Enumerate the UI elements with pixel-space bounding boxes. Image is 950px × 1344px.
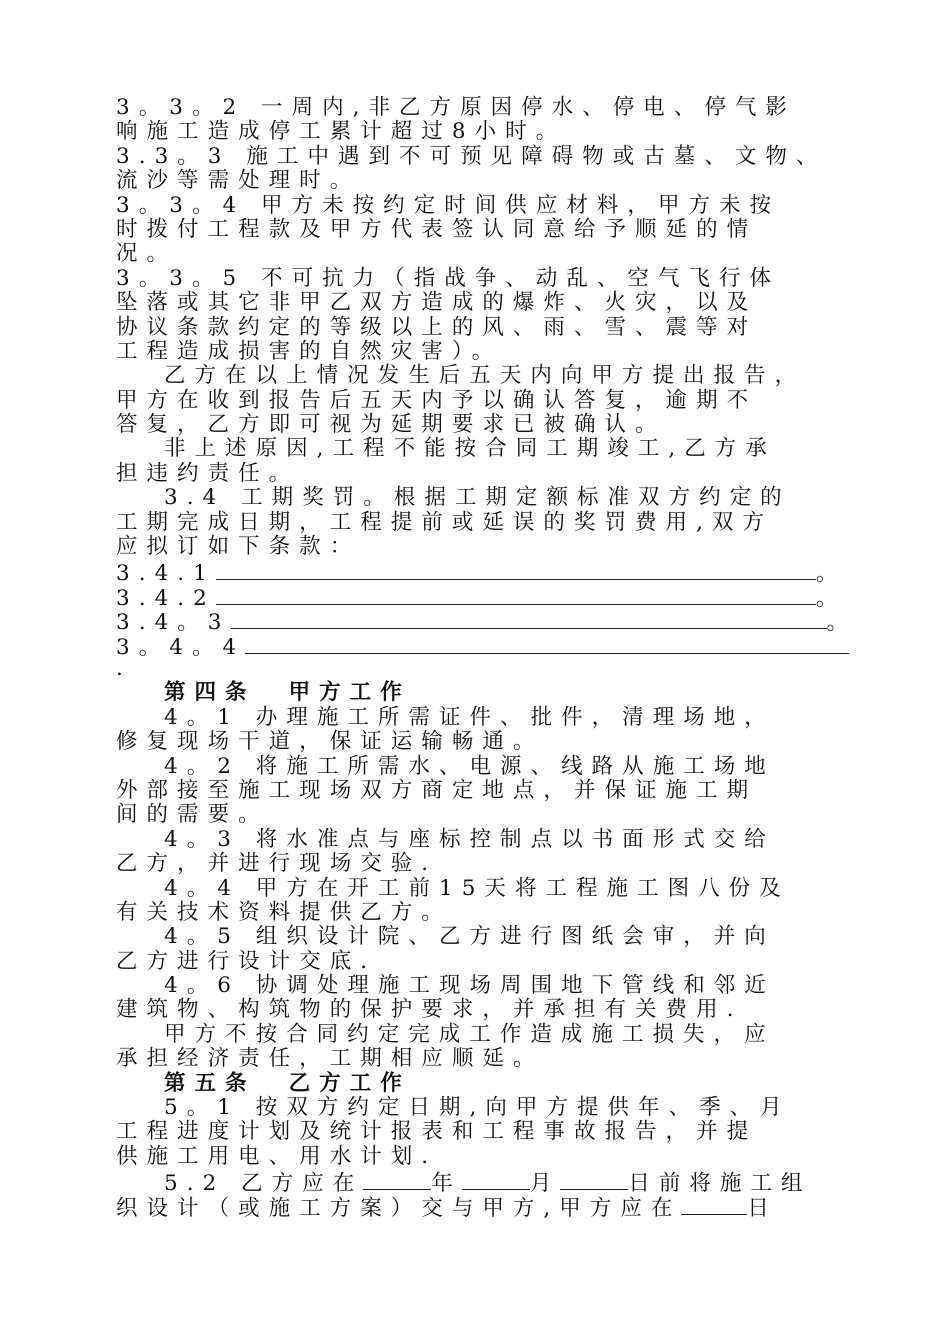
- text-line: 有关技术资料提供乙方。: [116, 899, 452, 925]
- fill-blank[interactable]: [245, 633, 849, 654]
- text-line: 非上述原因,工程不能按合同工期竣工,乙方承: [164, 436, 776, 462]
- text-line: 应拟订如下条款：: [116, 534, 361, 560]
- item-end: 。: [826, 610, 858, 636]
- text-line: 流沙等需处理时。: [116, 168, 361, 194]
- text-line: 4。6 协调处理施工现场周围地下管线和邻近: [164, 973, 775, 999]
- text-line: 3。3。5 不可抗力（指战争、动乱、空气飞行体: [116, 265, 781, 291]
- text-line: 乙方，并进行现场交验.: [116, 851, 438, 877]
- fill-blank[interactable]: [216, 584, 816, 605]
- document-page: [116, 95, 858, 1221]
- clause-text: 5.2 乙方应在: [164, 1171, 364, 1197]
- text-line: 修复现场干道，保证运输畅通。: [116, 729, 544, 755]
- year-label: 年: [431, 1171, 462, 1197]
- text-line: 4。4 甲方在开工前15天将工程施工图八份及: [164, 875, 790, 901]
- text-line: 4。5 组织设计院、乙方进行图纸会审，并向: [164, 924, 775, 950]
- text-line: 乙方进行设计交底.: [116, 948, 377, 974]
- fill-blank[interactable]: [231, 608, 827, 629]
- text-line: 甲方不按合同约定完成工作造成施工损失，应: [164, 1021, 775, 1047]
- year-blank[interactable]: [363, 1169, 431, 1190]
- text-line: 供施工用电、用水计划.: [116, 1143, 438, 1169]
- blank-line-item: [116, 633, 856, 660]
- text-line: 担违约责任。: [116, 460, 300, 486]
- day-blank[interactable]: [681, 1194, 747, 1215]
- section-heading: 第五条 乙方工作: [164, 1070, 411, 1096]
- text-line: 4。1 办理施工所需证件、批件，清理场地，: [164, 704, 775, 730]
- month-label: 月: [529, 1171, 561, 1197]
- clause-text-end: 日前将施工组: [628, 1171, 812, 1197]
- fill-blank[interactable]: [216, 559, 816, 580]
- text-line: .: [116, 655, 132, 681]
- item-end: 。: [815, 561, 847, 587]
- text-line: 甲方在收到报告后五天内予以确认答复，逾期不: [116, 387, 758, 413]
- text-line: 3。3。2 一周内,非乙方原因停水、停电、停气影: [116, 95, 796, 120]
- text-line: 乙方在以上情况发生后五天内向甲方提出报告，: [164, 363, 806, 389]
- text-line: 工期完成日期，工程提前或延误的奖罚费用,双方: [116, 509, 773, 535]
- text-line: 间的需要。: [116, 802, 269, 828]
- date-line: [116, 1169, 856, 1197]
- text-line: 坠落或其它非甲乙双方造成的爆炸、火灾，以及: [116, 290, 758, 316]
- item-number: 3。4。4: [116, 634, 246, 660]
- item-number: 3.4。3: [116, 610, 231, 636]
- month-blank[interactable]: [462, 1169, 530, 1190]
- text-line: 3。3。4 甲方未按约定时间供应材料，甲方未按: [116, 192, 781, 218]
- text-line: 响施工造成停工累计超过8小时。: [116, 119, 567, 145]
- text-line: 答复，乙方即可视为延期要求已被确认。: [116, 412, 666, 438]
- text-line: 工程进度计划及统计报表和工程事故报告，并提: [116, 1119, 758, 1145]
- text-line: 时拨付工程款及甲方代表签认同意给予顺延的情: [116, 216, 758, 242]
- blank-line-item: [116, 559, 856, 587]
- text-line: 4。3 将水准点与座标控制点以书面形式交给: [164, 826, 775, 852]
- text-line: 5。1 按双方约定日期,向甲方提供年、季、月: [164, 1095, 791, 1121]
- blank-line-item: [116, 608, 858, 636]
- text-line: 建筑物、构筑物的保护要求，并承担有关费用.: [116, 997, 743, 1023]
- item-number: 3.4.2: [116, 585, 216, 611]
- text-line: 4。2 将施工所需水、电源、线路从施工场地: [164, 753, 775, 779]
- clause-text: 织设计（或施工方案）交与甲方,甲方应在: [116, 1195, 682, 1221]
- text-line: 协议条款约定的等级以上的风、雨、雪、震等对: [116, 314, 758, 340]
- date-line: [116, 1194, 856, 1221]
- text-line: 外部接至施工现场双方商定地点，并保证施工期: [116, 777, 758, 803]
- blank-line-item: [116, 584, 856, 611]
- item-number: 3.4.1: [116, 561, 216, 587]
- text-line: 3.3。3 施工中遇到不可预见障碍物或古墓、文物、: [116, 143, 827, 169]
- item-end: 。: [815, 585, 847, 611]
- text-line: 3.4 工期奖罚。根据工期定额标准双方约定的: [164, 485, 791, 511]
- day-blank[interactable]: [560, 1169, 628, 1190]
- day-label: 日: [747, 1195, 778, 1221]
- text-line: 承担经济责任，工期相应顺延。: [116, 1046, 544, 1072]
- section-heading: 第四条 甲方工作: [164, 680, 411, 706]
- text-line: 工程造成损害的自然灾害）。: [116, 338, 503, 364]
- text-line: 况。: [116, 241, 178, 267]
